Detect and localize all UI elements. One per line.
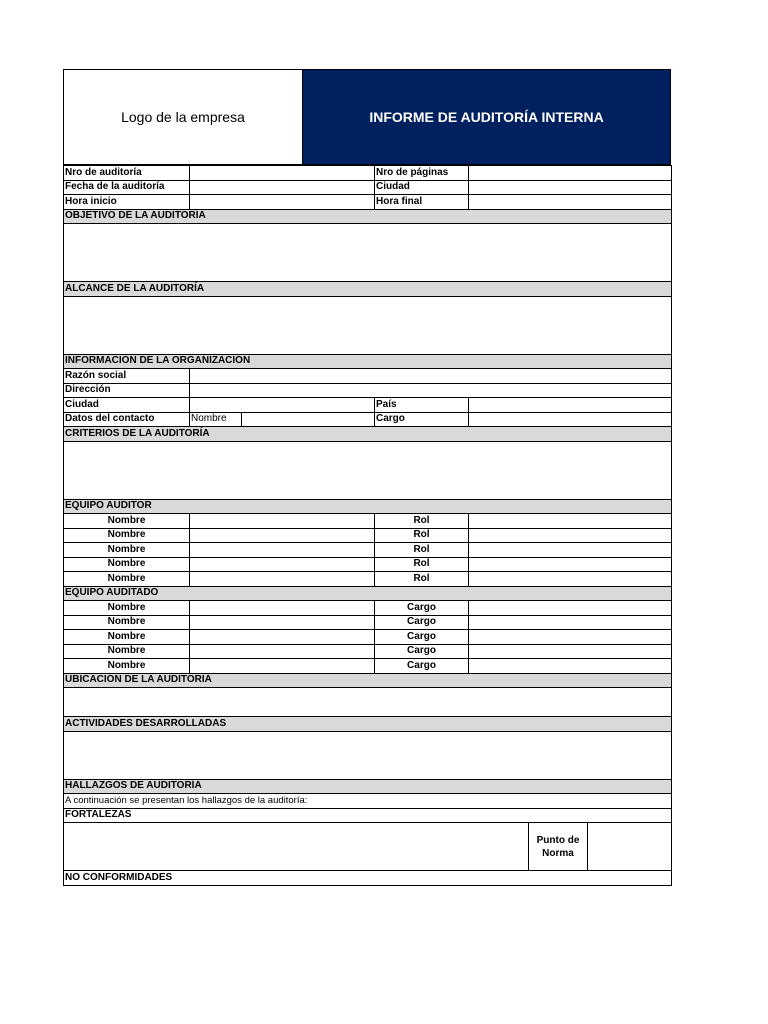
table-row <box>64 601 672 616</box>
section-organizacion: INFORMACIÓN DE LA ORGANIZACIÓN <box>64 354 672 369</box>
field-hora-inicio[interactable] <box>190 195 375 210</box>
field-auditado-cargo[interactable] <box>469 630 672 645</box>
field-nro-auditoria[interactable] <box>190 166 375 181</box>
label-hora-inicio: Hora inicio <box>64 195 190 210</box>
label-contacto-cargo: Cargo <box>375 412 469 427</box>
field-org-ciudad[interactable] <box>190 398 375 413</box>
field-auditado-nombre[interactable] <box>190 630 375 645</box>
section-no-conformidades: NO CONFORMIDADES <box>64 871 672 886</box>
table-row <box>64 644 672 659</box>
table-row <box>64 166 672 181</box>
label-auditado-cargo: Cargo <box>375 601 469 616</box>
field-contacto-nombre[interactable] <box>242 412 375 427</box>
report-title: INFORME DE AUDITORÍA INTERNA <box>303 70 670 164</box>
field-auditado-cargo[interactable] <box>469 601 672 616</box>
section-equipo-auditado: EQUIPO AUDITADO <box>64 586 672 601</box>
table-row <box>64 398 672 413</box>
label-nro-paginas: Nro de páginas <box>375 166 469 181</box>
label-auditado-cargo: Cargo <box>375 659 469 674</box>
label-direccion: Dirección <box>64 383 190 398</box>
label-auditor-rol: Rol <box>375 557 469 572</box>
table-row <box>64 543 672 558</box>
label-auditado-nombre: Nombre <box>64 615 190 630</box>
audit-report-form <box>63 69 671 886</box>
field-hora-final[interactable] <box>469 195 672 210</box>
table-row <box>64 514 672 529</box>
field-auditor-nombre[interactable] <box>190 514 375 529</box>
label-contacto-nombre: Nombre <box>190 412 242 427</box>
field-objetivo[interactable] <box>64 224 672 282</box>
label-auditor-nombre: Nombre <box>64 557 190 572</box>
label-auditor-nombre: Nombre <box>64 514 190 529</box>
company-logo-placeholder: Logo de la empresa <box>64 70 303 164</box>
field-auditor-rol[interactable] <box>469 514 672 529</box>
label-auditado-cargo: Cargo <box>375 615 469 630</box>
label-auditado-nombre: Nombre <box>64 644 190 659</box>
section-fortalezas: FORTALEZAS <box>64 808 672 823</box>
section-equipo-auditor: EQUIPO AUDITOR <box>64 499 672 514</box>
field-auditado-cargo[interactable] <box>469 644 672 659</box>
field-auditado-nombre[interactable] <box>190 659 375 674</box>
field-ubicacion[interactable] <box>64 688 672 717</box>
label-auditor-rol: Rol <box>375 514 469 529</box>
table-row <box>64 557 672 572</box>
section-actividades: ACTIVIDADES DESARROLLADAS <box>64 717 672 732</box>
table-row <box>64 369 672 384</box>
hallazgos-note: A continuación se presentan los hallazgos de la auditoría: <box>64 794 672 809</box>
field-auditor-rol[interactable] <box>469 557 672 572</box>
field-auditor-nombre[interactable] <box>190 528 375 543</box>
report-header <box>63 69 671 165</box>
label-auditado-nombre: Nombre <box>64 659 190 674</box>
table-row <box>64 195 672 210</box>
table-row <box>64 412 672 427</box>
table-row <box>64 659 672 674</box>
field-auditor-nombre[interactable] <box>190 572 375 587</box>
table-row <box>64 180 672 195</box>
label-org-ciudad: Ciudad <box>64 398 190 413</box>
section-objetivo: OBJETIVO DE LA AUDITORÍA <box>64 209 672 224</box>
label-auditor-rol: Rol <box>375 572 469 587</box>
field-auditor-rol[interactable] <box>469 543 672 558</box>
label-punto-norma: Punto de Norma <box>529 823 588 871</box>
label-auditado-cargo: Cargo <box>375 630 469 645</box>
report-table <box>63 165 672 886</box>
label-auditor-rol: Rol <box>375 543 469 558</box>
field-fecha[interactable] <box>190 180 375 195</box>
table-row <box>64 630 672 645</box>
section-ubicacion: UBICACIÓN DE LA AUDITORÍA <box>64 673 672 688</box>
field-auditado-cargo[interactable] <box>469 615 672 630</box>
field-razon-social[interactable] <box>190 369 672 384</box>
label-razon-social: Razón social <box>64 369 190 384</box>
field-auditor-rol[interactable] <box>469 528 672 543</box>
field-auditor-nombre[interactable] <box>190 543 375 558</box>
section-alcance: ALCANCE DE LA AUDITORÍA <box>64 282 672 297</box>
field-punto-norma[interactable] <box>588 823 672 871</box>
field-auditor-rol[interactable] <box>469 572 672 587</box>
field-auditado-nombre[interactable] <box>190 644 375 659</box>
field-actividades[interactable] <box>64 731 672 779</box>
label-auditor-rol: Rol <box>375 528 469 543</box>
table-row <box>64 572 672 587</box>
label-auditor-nombre: Nombre <box>64 543 190 558</box>
label-nro-auditoria: Nro de auditoría <box>64 166 190 181</box>
field-pais[interactable] <box>469 398 672 413</box>
field-auditado-nombre[interactable] <box>190 601 375 616</box>
field-auditado-nombre[interactable] <box>190 615 375 630</box>
table-row <box>64 383 672 398</box>
table-row <box>64 615 672 630</box>
field-ciudad[interactable] <box>469 180 672 195</box>
label-hora-final: Hora final <box>375 195 469 210</box>
section-hallazgos: HALLAZGOS DE AUDITORÍA <box>64 779 672 794</box>
field-criterios[interactable] <box>64 441 672 499</box>
section-criterios: CRITERIOS DE LA AUDITORÍA <box>64 427 672 442</box>
label-fecha: Fecha de la auditoría <box>64 180 190 195</box>
table-row <box>64 823 672 871</box>
label-auditor-nombre: Nombre <box>64 572 190 587</box>
table-row <box>64 528 672 543</box>
label-auditor-nombre: Nombre <box>64 528 190 543</box>
field-alcance[interactable] <box>64 296 672 354</box>
label-auditado-nombre: Nombre <box>64 630 190 645</box>
field-auditor-nombre[interactable] <box>190 557 375 572</box>
label-auditado-nombre: Nombre <box>64 601 190 616</box>
field-fortalezas[interactable] <box>64 823 529 871</box>
label-ciudad: Ciudad <box>375 180 469 195</box>
label-contacto: Datos del contacto <box>64 412 190 427</box>
label-pais: País <box>375 398 469 413</box>
field-auditado-cargo[interactable] <box>469 659 672 674</box>
field-contacto-cargo[interactable] <box>469 412 672 427</box>
field-direccion[interactable] <box>190 383 672 398</box>
field-nro-paginas[interactable] <box>469 166 672 181</box>
label-auditado-cargo: Cargo <box>375 644 469 659</box>
